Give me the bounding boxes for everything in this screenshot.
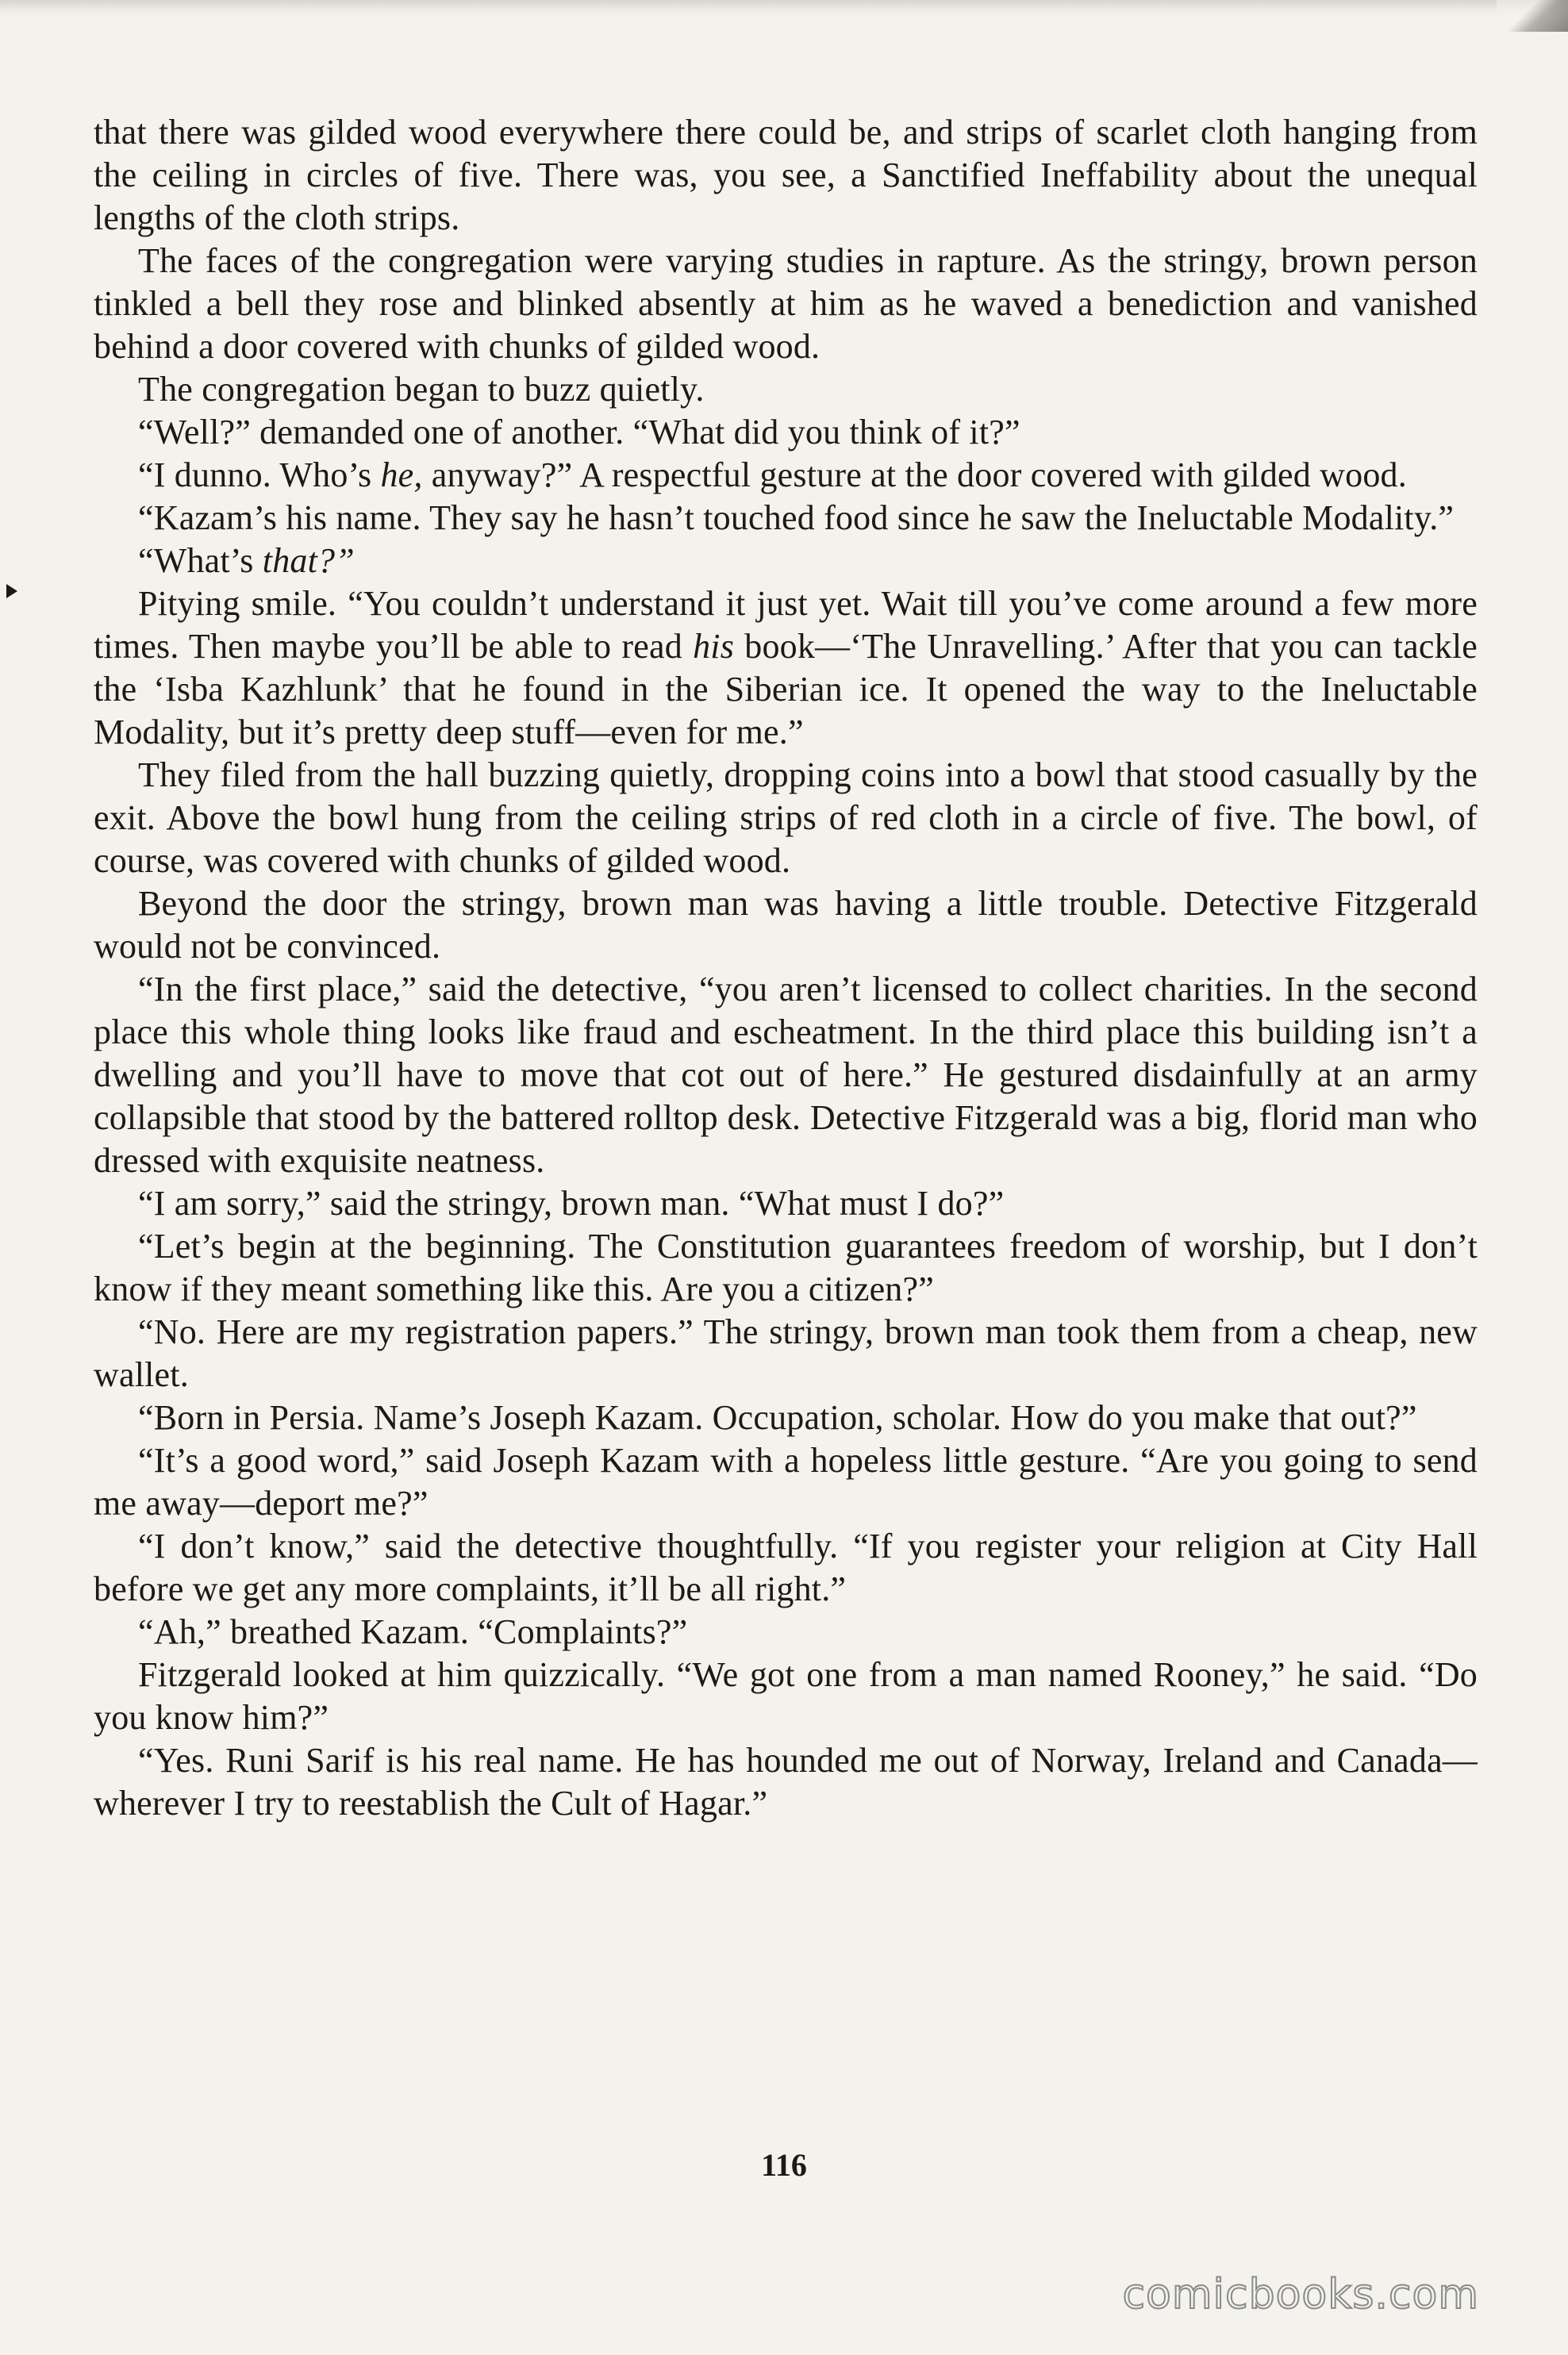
paragraph-text: Beyond the door the stringy, brown man was having a little trouble. Detective Fitzgerald would not be convinced.	[94, 884, 1478, 966]
paragraph-text: that there was gilded wood everywhere there could be, and strips of scarlet cloth hanging from the ceiling in circles of five. There was, you see, a Sanctified Ineffability about the unequal lengths of the cloth strips.	[94, 113, 1478, 237]
paragraph	[94, 540, 1478, 582]
paragraph	[94, 1525, 1478, 1611]
paragraph	[94, 240, 1478, 368]
paragraph	[94, 1396, 1478, 1439]
paragraph-text: Fitzgerald looked at him quizzically. “We got one from a man named Rooney,” he said. “Do you know him?”	[94, 1655, 1478, 1737]
paragraph-text: “What’s	[138, 541, 263, 580]
emphasis-text: he,	[380, 455, 423, 494]
corner-scan-mark	[1497, 0, 1568, 32]
paragraph-text: “Ah,” breathed Kazam. “Complaints?”	[138, 1612, 688, 1651]
page-top-edge	[0, 0, 1568, 17]
margin-mark	[6, 584, 17, 598]
paragraph-text: The faces of the congregation were varying studies in rapture. As the stringy, brown person tinkled a bell they rose and blinked absently at him as he waved a benediction and vanished behind a door covered with chunks of gilded wood.	[94, 241, 1478, 366]
paragraph	[94, 497, 1478, 540]
paragraph-text: “I am sorry,” said the stringy, brown man. “What must I do?”	[138, 1184, 1005, 1223]
emphasis-text: that?”	[262, 541, 355, 580]
watermark-logo: comicbooks.com	[1122, 2271, 1479, 2319]
page-number: 116	[761, 2147, 807, 2183]
paragraph	[94, 1439, 1478, 1525]
paragraph-text: book—‘The Unravelling.’ After that you can tackle the ‘Isba Kazhlunk’ that he found in the Siberian ice. It opened the way to the Ineluctable Modality, but it’s pretty deep stuff—even for me.”	[94, 627, 1478, 751]
paragraph	[94, 111, 1478, 240]
paragraph	[94, 754, 1478, 882]
paragraph	[94, 411, 1478, 454]
paragraph-text: “In the first place,” said the detective, “you aren’t licensed to collect charities. In the second place this whole thing looks like fraud and escheatment. In the third place this building isn’t a dwelling and you’ll have to move that cot out of here.” He gestured disdainfully at an army collapsible that stood by the battered rolltop desk. Detective Fitzgerald was a big, florid man who dressed with exquisite neatness.	[94, 970, 1478, 1180]
paragraph	[94, 1654, 1478, 1739]
paragraph-text: “Yes. Runi Sarif is his real name. He has hounded me out of Norway, Ireland and Canada—wherever I try to reestablish the Cult of Hagar.”	[94, 1741, 1478, 1823]
paragraph-text: “I don’t know,” said the detective thoughtfully. “If you register your religion at City Hall before we get any more complaints, it’ll be all right.”	[94, 1527, 1478, 1608]
emphasis-text: his	[693, 627, 735, 666]
paragraph-text: “It’s a good word,” said Joseph Kazam with a hopeless little gesture. “Are you going to send me away—deport me?”	[94, 1441, 1478, 1523]
paragraph	[94, 454, 1478, 497]
paragraph-text: “I dunno. Who’s	[138, 455, 381, 494]
paragraph-text: Pitying smile. “You couldn’t understand it just yet. Wait till you’ve come around a few more times. Then maybe you’ll be able to read	[94, 584, 1478, 666]
paragraph	[94, 1182, 1478, 1225]
paragraph-text: “Kazam’s his name. They say he hasn’t touched food since he saw the Ineluctable Modality.”	[138, 498, 1455, 537]
paragraph-text: They filed from the hall buzzing quietly, dropping coins into a bowl that stood casually by the exit. Above the bowl hung from the ceiling strips of red cloth in a circle of five. The bowl, of course, was covered with chunks of gilded wood.	[94, 755, 1478, 880]
paragraph	[94, 368, 1478, 411]
paragraph-text: anyway?” A respectful gesture at the door covered with gilded wood.	[422, 455, 1407, 494]
paragraph-text: The congregation began to buzz quietly.	[138, 370, 705, 409]
paragraph-text: “Well?” demanded one of another. “What did you think of it?”	[138, 413, 1020, 451]
paragraph	[94, 1739, 1478, 1825]
paragraph	[94, 1311, 1478, 1396]
paragraph	[94, 1225, 1478, 1311]
paragraph	[94, 1611, 1478, 1654]
paragraph	[94, 882, 1478, 968]
paragraph-text: “Let’s begin at the beginning. The Constitution guarantees freedom of worship, but I don’t know if they meant something like this. Are you a citizen?”	[94, 1227, 1478, 1308]
page-body	[94, 111, 1478, 2206]
paragraph	[94, 582, 1478, 754]
paragraph-text: “Born in Persia. Name’s Joseph Kazam. Occupation, scholar. How do you make that out?”	[138, 1398, 1417, 1437]
paragraph	[94, 968, 1478, 1182]
paragraph-text: “No. Here are my registration papers.” The stringy, brown man took them from a cheap, new wallet.	[94, 1312, 1478, 1394]
